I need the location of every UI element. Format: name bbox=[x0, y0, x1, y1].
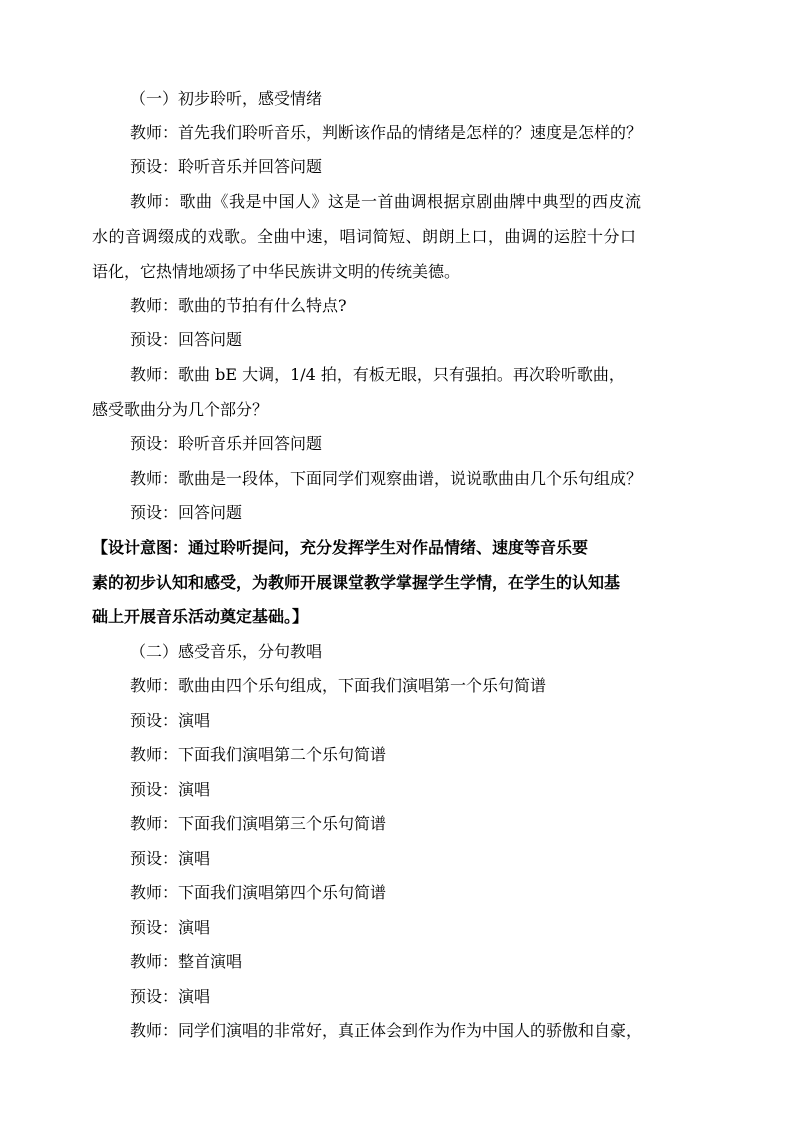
paragraph: 语化，它热情地颂扬了中华民族讲文明的传统美德。 bbox=[92, 262, 461, 281]
paragraph: 预设：演唱 bbox=[130, 987, 211, 1006]
paragraph: 教师：歌曲 bE 大调，1/4 拍，有板无眼，只有强拍。再次聆听歌曲， bbox=[130, 365, 625, 384]
paragraph: 教师：歌曲由四个乐句组成，下面我们演唱第一个乐句简谱 bbox=[130, 676, 547, 695]
section-heading-1: （一）初步聆听，感受情绪 bbox=[130, 89, 323, 108]
design-intent: 础上开展音乐活动奠定基础。】 bbox=[92, 607, 309, 626]
paragraph: 教师：歌曲《我是中国人》这是一首曲调根据京剧曲牌中典型的西皮流 bbox=[130, 192, 642, 211]
paragraph: 教师：下面我们演唱第二个乐句简谱 bbox=[130, 745, 387, 764]
paragraph: 预设：聆听音乐并回答问题 bbox=[130, 157, 323, 176]
design-intent: 素的初步认知和感受，为教师开展课堂教学掌握学生学情，在学生的认知基 bbox=[92, 573, 621, 592]
paragraph: 预设：聆听音乐并回答问题 bbox=[130, 434, 323, 453]
section-heading-2: （二）感受音乐，分句教唱 bbox=[130, 642, 323, 661]
paragraph: 预设：回答问题 bbox=[130, 330, 243, 349]
paragraph: 教师：歌曲的节拍有什么特点? bbox=[130, 296, 347, 315]
paragraph: 水的音调缀成的戏歌。全曲中速，唱词简短、朗朗上口，曲调的运腔十分口 bbox=[92, 227, 637, 246]
design-intent: 【设计意图：通过聆听提问，充分发挥学生对作品情绪、速度等音乐要 bbox=[92, 538, 589, 557]
paragraph: 预设：演唱 bbox=[130, 711, 211, 730]
paragraph: 预设：演唱 bbox=[130, 780, 211, 799]
paragraph: 预设：演唱 bbox=[130, 918, 211, 937]
paragraph: 教师：整首演唱 bbox=[130, 952, 243, 971]
paragraph: 教师：下面我们演唱第四个乐句简谱 bbox=[130, 883, 387, 902]
paragraph: 教师：同学们演唱的非常好，真正体会到作为作为中国人的骄傲和自豪， bbox=[130, 1021, 643, 1040]
paragraph: 教师：下面我们演唱第三个乐句简谱 bbox=[130, 814, 387, 833]
paragraph: 教师：首先我们聆听音乐，判断该作品的情绪是怎样的？速度是怎样的？ bbox=[130, 123, 643, 142]
paragraph: 预设：回答问题 bbox=[130, 503, 243, 522]
paragraph: 预设：演唱 bbox=[130, 849, 211, 868]
paragraph: 感受歌曲分为几个部分？ bbox=[92, 400, 269, 419]
paragraph: 教师：歌曲是一段体，下面同学们观察曲谱，说说歌曲由几个乐句组成？ bbox=[130, 469, 643, 488]
